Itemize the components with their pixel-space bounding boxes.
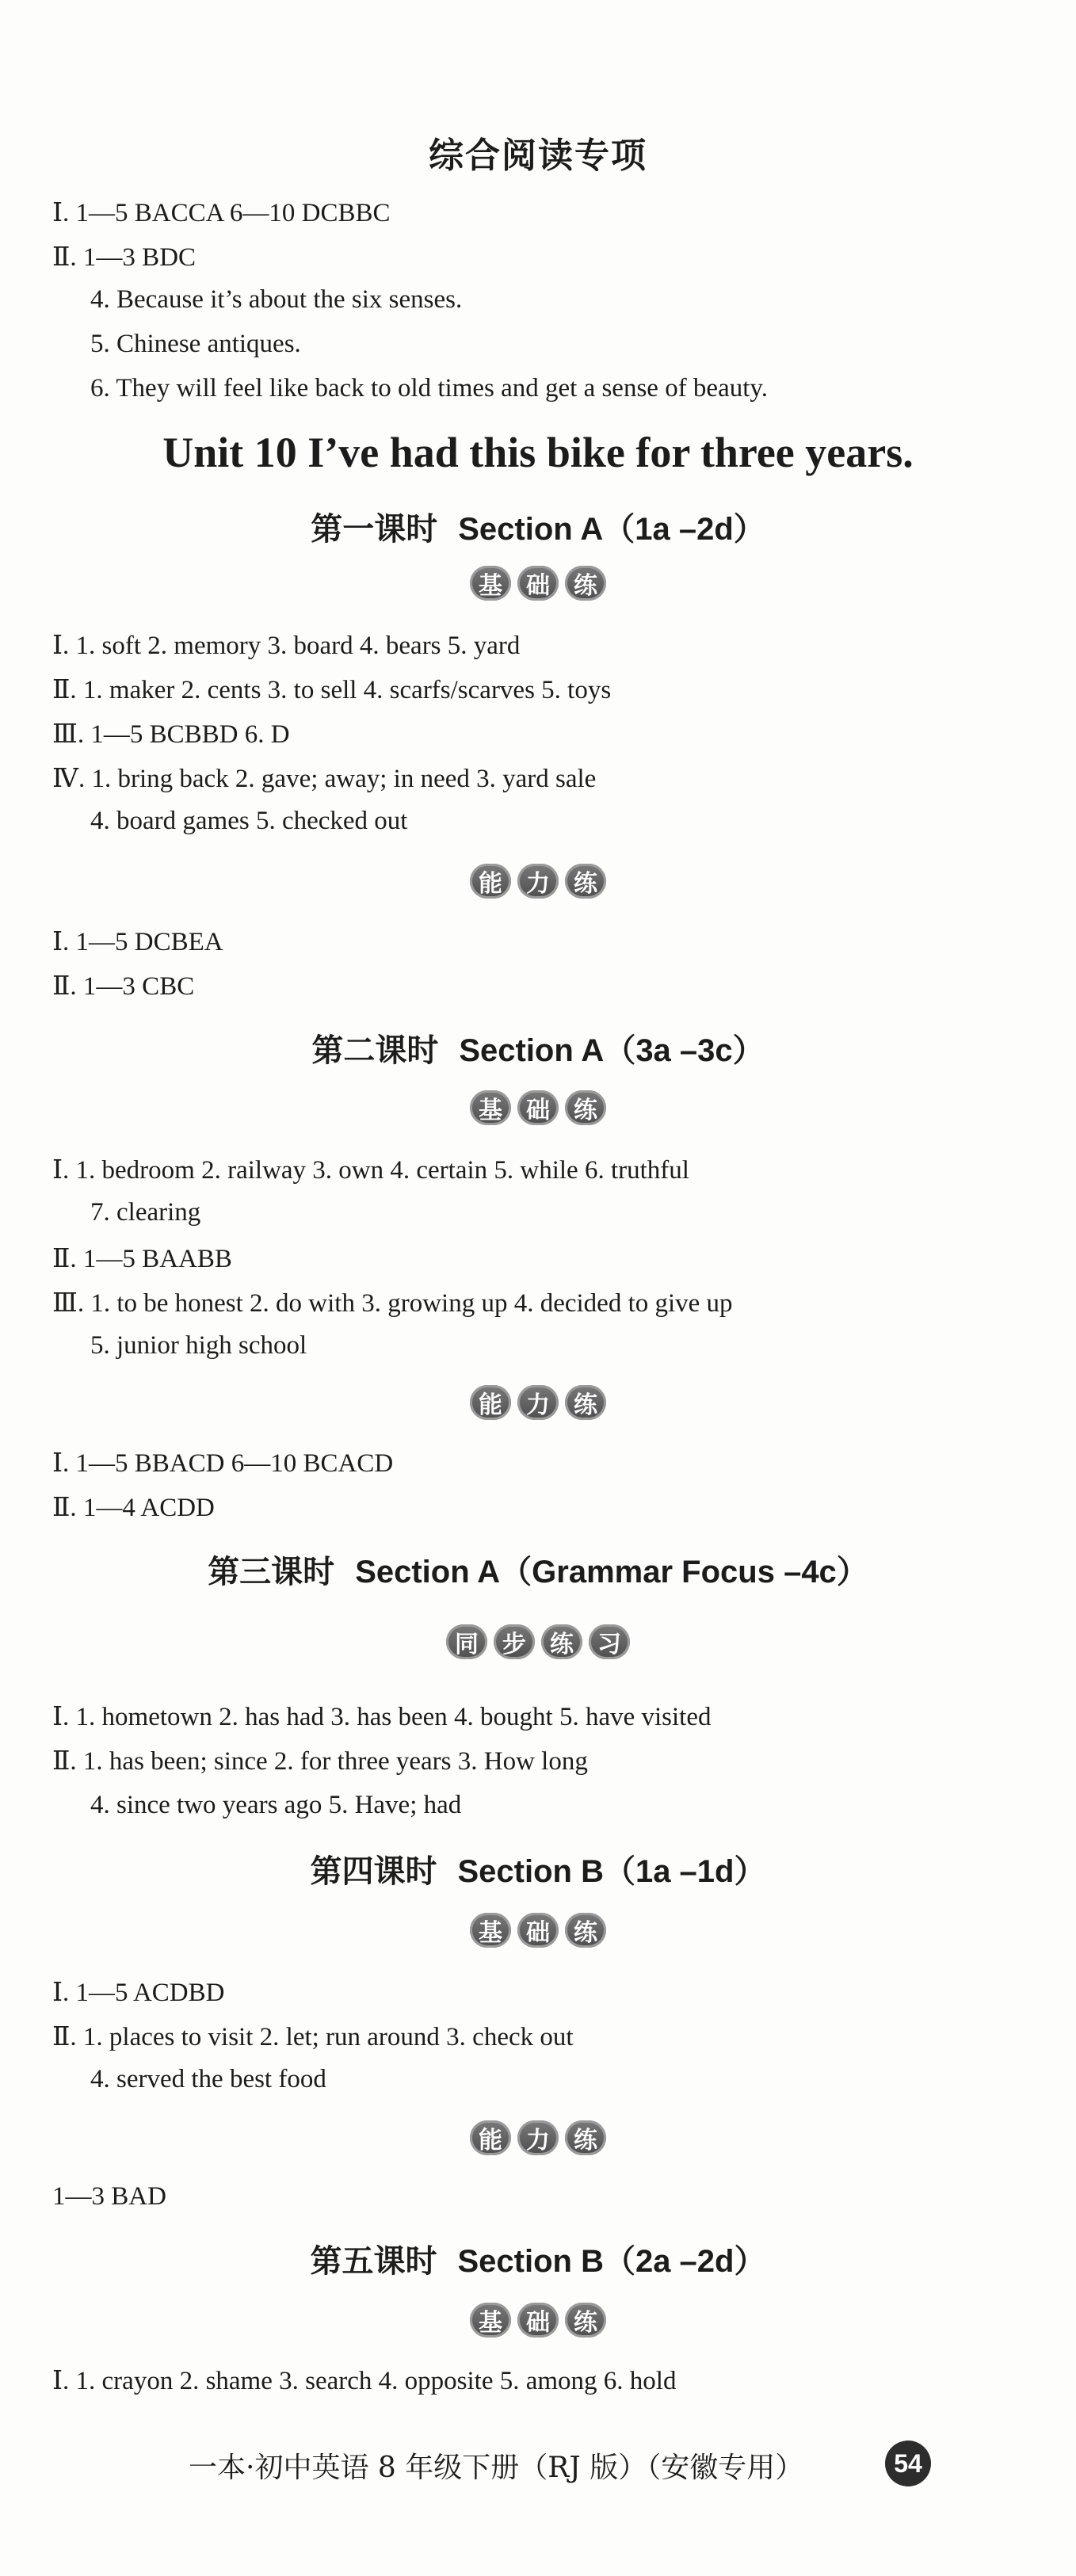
ability-practice-badge bbox=[0, 1385, 1076, 1420]
badge-char: 能 bbox=[470, 864, 511, 899]
lesson-4-heading bbox=[0, 1846, 1076, 1891]
badge-char: 础 bbox=[517, 1090, 559, 1125]
badge-char: 习 bbox=[589, 1624, 630, 1659]
lesson-3-zh: 第三课时 bbox=[208, 1553, 335, 1590]
reading-line-1: Ⅰ. 1—5 BACCA 6—10 DCBBC bbox=[52, 199, 391, 227]
s2-line-5: 5. junior high school bbox=[90, 1331, 307, 1360]
reading-line-3: 4. Because it’s about the six senses. bbox=[90, 285, 463, 314]
badge-char: 基 bbox=[470, 566, 511, 601]
badge-char: 础 bbox=[517, 2303, 559, 2337]
sync-practice-badge bbox=[0, 1624, 1076, 1659]
badge-char: 练 bbox=[565, 2120, 606, 2155]
lesson-3-en: Section A（Grammar Focus –4c） bbox=[355, 1555, 868, 1589]
page-number: 54 bbox=[885, 2441, 931, 2486]
lesson-2-zh: 第二课时 bbox=[311, 1032, 439, 1069]
s5-line-1: Ⅰ. 1. crayon 2. shame 3. search 4. opposite 5. among 6. hold bbox=[52, 2367, 677, 2395]
badge-char: 力 bbox=[517, 864, 559, 899]
basic-practice-badge bbox=[0, 566, 1076, 601]
s2-line-1: Ⅰ. 1. bedroom 2. railway 3. own 4. certain 5. while 6. truthful bbox=[52, 1156, 689, 1185]
lesson-1-heading bbox=[0, 504, 1076, 549]
badge-char: 础 bbox=[517, 566, 559, 601]
book-title: 一本·初中英语 8 年级下册（RJ 版）（安徽专用） bbox=[189, 2452, 804, 2484]
s4-line-4: 1—3 BAD bbox=[52, 2182, 166, 2211]
lesson-3-heading bbox=[0, 1547, 1076, 1592]
s4-line-1: Ⅰ. 1—5 ACDBD bbox=[52, 1979, 225, 2007]
basic-practice-badge bbox=[0, 1090, 1076, 1125]
section-title: 综合阅读专项 bbox=[429, 135, 647, 176]
ability-practice-badge bbox=[0, 864, 1076, 899]
s3-line-3: 4. since two years ago 5. Have; had bbox=[90, 1791, 462, 1819]
lesson-2-en: Section A（3a –3c） bbox=[459, 1033, 765, 1068]
page-footer bbox=[0, 2441, 1076, 2488]
badge-char: 能 bbox=[470, 1385, 511, 1420]
s2-line-7: Ⅱ. 1—4 ACDD bbox=[52, 1494, 215, 1522]
badge-char: 能 bbox=[470, 2120, 511, 2155]
s1-line-5: 4. board games 5. checked out bbox=[90, 807, 408, 835]
badge-char: 练 bbox=[565, 566, 606, 601]
s1-line-4: Ⅳ. 1. bring back 2. gave; away; in need 3. yard sale bbox=[52, 765, 597, 793]
lesson-4-en: Section B（1a –1d） bbox=[457, 1854, 766, 1889]
badge-char: 练 bbox=[565, 864, 606, 899]
lesson-2-heading bbox=[0, 1025, 1076, 1070]
badge-char: 练 bbox=[565, 1090, 606, 1125]
badge-char: 练 bbox=[565, 2303, 606, 2337]
badge-char: 基 bbox=[470, 1913, 511, 1948]
s1-line-6: Ⅰ. 1—5 DCBEA bbox=[52, 928, 223, 956]
reading-line-2: Ⅱ. 1—3 BDC bbox=[52, 243, 197, 272]
s2-line-2: 7. clearing bbox=[90, 1198, 201, 1227]
lesson-5-heading bbox=[0, 2236, 1076, 2281]
lesson-1-en: Section A（1a –2d） bbox=[458, 512, 765, 547]
badge-char: 力 bbox=[517, 1385, 559, 1420]
badge-char: 同 bbox=[446, 1624, 487, 1659]
unit-title: Unit 10 I’ve had this bike for three years. bbox=[162, 429, 914, 476]
reading-line-4: 5. Chinese antiques. bbox=[90, 330, 301, 358]
s1-line-2: Ⅱ. 1. maker 2. cents 3. to sell 4. scarfs/scarves 5. toys bbox=[52, 676, 612, 704]
badge-char: 练 bbox=[565, 1913, 606, 1948]
badge-char: 练 bbox=[541, 1624, 582, 1659]
s1-line-7: Ⅱ. 1—3 CBC bbox=[52, 972, 195, 1001]
s4-line-2: Ⅱ. 1. places to visit 2. let; run around 3. check out bbox=[52, 2023, 574, 2051]
s2-line-6: Ⅰ. 1—5 BBACD 6—10 BCACD bbox=[52, 1449, 394, 1478]
basic-practice-badge bbox=[0, 2303, 1076, 2337]
badge-char: 步 bbox=[494, 1624, 535, 1659]
s1-line-1: Ⅰ. 1. soft 2. memory 3. board 4. bears 5. yard bbox=[52, 632, 521, 660]
lesson-5-zh: 第五课时 bbox=[310, 2242, 437, 2280]
s1-line-3: Ⅲ. 1—5 BCBBD 6. D bbox=[52, 720, 290, 749]
badge-char: 基 bbox=[470, 2303, 511, 2337]
badge-char: 力 bbox=[517, 2120, 559, 2155]
reading-line-5: 6. They will feel like back to old times and get a sense of beauty. bbox=[90, 374, 769, 403]
badge-char: 础 bbox=[517, 1913, 559, 1948]
s2-line-4: Ⅲ. 1. to be honest 2. do with 3. growing up 4. decided to give up bbox=[52, 1289, 733, 1318]
lesson-4-zh: 第四课时 bbox=[310, 1853, 437, 1890]
s3-line-2: Ⅱ. 1. has been; since 2. for three years 3. How long bbox=[52, 1747, 588, 1776]
basic-practice-badge bbox=[0, 1913, 1076, 1948]
lesson-1-zh: 第一课时 bbox=[311, 510, 438, 548]
s4-line-3: 4. served the best food bbox=[90, 2065, 326, 2093]
badge-char: 练 bbox=[565, 1385, 606, 1420]
ability-practice-badge bbox=[0, 2120, 1076, 2155]
lesson-5-en: Section B（2a –2d） bbox=[457, 2244, 766, 2279]
s3-line-1: Ⅰ. 1. hometown 2. has had 3. has been 4. bought 5. have visited bbox=[52, 1703, 712, 1731]
badge-char: 基 bbox=[470, 1090, 511, 1125]
s2-line-3: Ⅱ. 1—5 BAABB bbox=[52, 1245, 232, 1273]
